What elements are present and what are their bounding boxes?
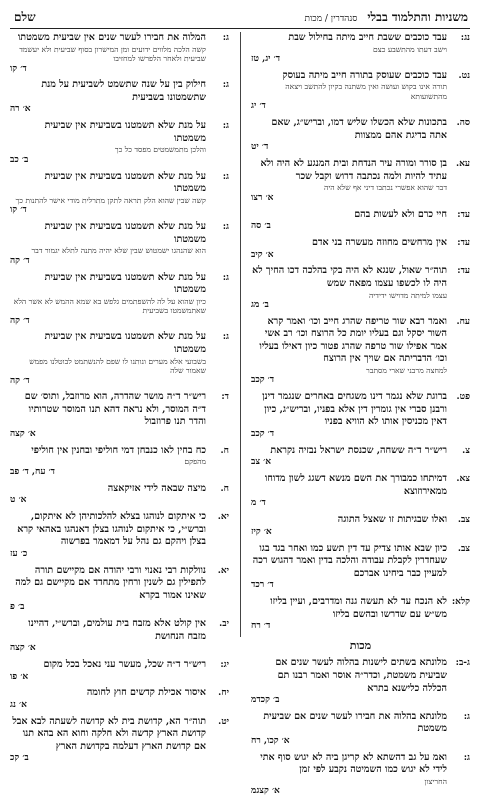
entry-reference: ב׳ מג	[251, 299, 269, 310]
entry-body	[10, 445, 206, 479]
entry-body	[251, 596, 447, 633]
entry-daf: צב.	[457, 543, 470, 554]
entry-text: מיצה שבאה לידי אזיקאצה	[107, 482, 206, 494]
entry-text: על מנת שלא תשמטנו בשביעית אין שביעית משמטתו	[44, 271, 206, 296]
entry-body	[251, 209, 447, 233]
entry-daf: ג:	[222, 332, 229, 343]
entry	[10, 483, 229, 507]
entry-reference: א׳ קצה	[10, 428, 36, 439]
entry	[251, 209, 470, 233]
entry-reference: א׳ צב	[251, 457, 272, 468]
entry-text: על מנת שלא תשמטנו בשביעית אין שביעית משמטתו	[44, 331, 206, 356]
entry-note: למחצה מרבני שארי מסתבר	[366, 365, 447, 375]
entry-text: תוה״ר שאול, שנגא לא היה בקי בהלכה דכו החיך לא היה לו לכשפו עצמו מפאה שמש	[252, 265, 447, 289]
entry-body	[251, 70, 447, 113]
entry-reference: ב׳ פ	[10, 602, 25, 613]
entry	[10, 687, 229, 711]
entry-body	[10, 221, 206, 267]
entry-body	[10, 32, 206, 75]
entry-body	[251, 473, 447, 510]
header-shalem: שלם	[14, 9, 36, 24]
entry	[251, 711, 470, 748]
entry	[251, 596, 470, 633]
entry-reference: ד׳ עח, ד׳ פב	[10, 466, 55, 477]
entry	[251, 70, 470, 113]
entry-text: לא הנכח עד לא תעשה גנה ומדרבים, ועיין בליזו מש״ש עם שדרשו ובהשם בליזו	[270, 596, 447, 620]
entry-body	[10, 565, 206, 614]
entry-daf: יא.	[217, 565, 229, 576]
entry-reference: ד׳ יג	[251, 101, 266, 112]
entry-text: מלונתא בשתים לישנות בהלוה לעשר שנים אם שביעית משמטת, וכדר״ה אוסר ואמר רבנו תם הכללה כלישנא בתרא	[275, 657, 447, 694]
entry-note: בשבועי אלא מערים ונותנו לו שפם להנשתמט לבוטלנו מפמש שאמור שלה	[29, 356, 206, 376]
entry	[251, 265, 470, 311]
entry-text: ריש״ר ד״ה ששחה, שכנסת ישראל נבזיה נקראת	[270, 444, 447, 456]
entry	[10, 79, 229, 116]
entry-daf: נג:	[460, 33, 470, 43]
entry-text: המלוה את חבירו לעשר שנים אין שביעית משמטתו	[17, 32, 206, 43]
header-right	[305, 10, 471, 25]
entry-daf: ג:	[222, 121, 229, 132]
entry-text: דמיתחו כמבורך את השם מנשא דשגג לשון מדוחו ממאירוזוצא	[264, 473, 447, 497]
entry-reference: ד׳ רכד	[251, 580, 274, 591]
entry-daf: פט.	[456, 392, 470, 403]
entry-text: אין מרחשים מחוזה מעשרה בני אדם	[311, 237, 447, 249]
entry-daf: ג:	[222, 222, 229, 233]
entry-text: כי איתקום לנוהגו בצלא להלכותיהן לא איתקום, וברש״י, כי איתקום לנוהגו בצלן דאנהגו באהאי קרא בצלן ויהקם גם נהל על דמאמר בפרשוה	[17, 511, 206, 548]
entry-daf: ג-ב:	[455, 658, 470, 669]
entry-body	[10, 79, 206, 116]
entry-body	[10, 716, 206, 765]
entry-reference: א׳ פו	[10, 671, 29, 682]
entry-text: בתכונות שלא הכשלו שליש דמו, ובריש״ג, שאם אתה בדיגת אהם ממצוות	[271, 117, 447, 141]
right-column	[251, 32, 470, 802]
entry-note: תורה אינו בקוש ועושה ואין משתנה בקיון להתשב ויצאה מהתשועותא	[285, 82, 447, 101]
entry-reference: ד׳ רח	[251, 621, 271, 632]
entry-body	[10, 120, 206, 166]
entry-daf: ג:	[463, 711, 470, 722]
entry-body	[251, 445, 447, 469]
entry-reference: ד׳ קה	[10, 375, 30, 386]
entry-text: אין קולט אלא מזבח בית עולמים, וברש״י, דהיינו מזבח הנחושת	[28, 618, 206, 642]
entry-text: על מנת שלא תשמטנו בשביעית אין שביעית משמטתו	[44, 120, 206, 144]
entry-text: ואמ על גב דהשתא לא קריגן ביה לא יגוש סוף אתי לידי לא יגוש כמו השמיטה נקבע לפי זמן	[260, 751, 447, 776]
entry-daf: עא.	[455, 159, 470, 170]
entry-reference: א׳ רצו	[251, 192, 274, 203]
entry-text: כיון שבא אותו צדיק עד דין תשע כמו ואחר בגד בגו שעחדרין לקבלת עבודה והלכה בדין ואמר דהגוש רכה למעיין כבר ביחינו אברכם	[252, 542, 447, 579]
entry-daf: צב.	[457, 515, 470, 526]
entry-daf: נט.	[458, 70, 470, 81]
entry	[251, 117, 470, 154]
entry-daf: צא.	[456, 474, 470, 485]
entry-body	[10, 511, 206, 560]
entry-daf: ד:	[221, 392, 229, 403]
left-column	[10, 32, 229, 769]
entry-text: על מנת שלא תשמטנו בשביעית אין שביעית משמטתו	[44, 221, 206, 245]
entry-daf: ג:	[222, 33, 229, 43]
entry-note: והלכן מתמשמטים מפסד כל כך	[114, 145, 206, 155]
entry-daf: ג:	[222, 272, 229, 283]
entry-text: על מנת שלא תשמטנו בשביעית אין שביעית משמטתו	[44, 170, 206, 195]
entry-reference: א׳ קכו, רח	[251, 736, 290, 747]
column-divider	[240, 32, 241, 637]
entry-daf: עד:	[457, 266, 470, 277]
entry-reference: ד׳ קה	[10, 255, 30, 266]
entry	[251, 473, 470, 510]
entry	[10, 445, 229, 479]
entry	[251, 514, 470, 538]
entry	[10, 120, 229, 166]
entry-text: חיי כרם ולא לעשות בהם	[354, 208, 447, 220]
entry	[251, 752, 470, 798]
entry-daf: ג:	[222, 171, 229, 182]
entry-reference: א׳ קצה	[10, 643, 36, 654]
entry-text: ברוגת שלא נגמר דינו משגחים באחרים שנגמר דינן ורבנן סברי אין גומרין דין אלא בפניו, ובריש״ג, כיון דאין מכניסין אותו לא הוויא בפניו	[262, 391, 447, 428]
entry-text: חילוק בין על שנה שתשמט לשביעית על מנת שתשמטונו בשביעית	[41, 79, 206, 103]
entry-note: כיון שהוא על לה להשפתמים גלפש בא שמא ההמש לא אשר הלא שאתמשמטו בשביעית	[13, 296, 206, 316]
entry-body	[251, 711, 447, 748]
entry	[251, 237, 470, 261]
entry-reference: ד׳ יט	[251, 142, 269, 153]
makkot-section-title: מכות	[349, 638, 372, 652]
entry-reference: ד׳ קה	[10, 315, 30, 326]
entry	[251, 543, 470, 592]
entry	[251, 657, 470, 706]
entry	[10, 511, 229, 560]
entry-daf: ח.	[220, 483, 229, 494]
entry	[251, 158, 470, 204]
entry-text: כח בחין לאו כנבחן דמי חוליפי ובחנין אין חוליפי	[31, 444, 206, 456]
entry-body	[10, 659, 206, 683]
entry	[10, 272, 229, 328]
entry-daf: סה.	[456, 118, 470, 129]
entry-body	[10, 618, 206, 655]
page-header	[10, 6, 470, 29]
entry-reference: א׳ נג	[10, 699, 27, 710]
entry-daf: עד:	[457, 238, 470, 249]
entry-reference: א׳ רה	[10, 104, 31, 115]
entry	[10, 331, 229, 387]
entry-daf: ג:	[463, 752, 470, 763]
entry-text: מלונתא בהלוה את חבירו לעשר שנים אם שביעית משמטת	[263, 710, 447, 735]
entry-body	[251, 117, 447, 154]
entry-note: וישב דעתו מהתשבע כצם	[373, 44, 447, 54]
entry	[10, 221, 229, 267]
entry-body	[10, 331, 206, 387]
entry-note: קשה שבין שהוא הלק תראה לתקן מתרלית מודי אישר להתנות כך	[15, 195, 206, 205]
entry-body	[10, 171, 206, 217]
entry-note: מהפקם	[184, 457, 206, 467]
entry-body	[251, 543, 447, 592]
entry-text: עבד כוכבים ששבת חייב מיתה בחילול שבת	[288, 32, 447, 43]
page-title: משניות והתלמוד בבלי	[367, 9, 468, 24]
right-makkot-entries	[251, 657, 470, 798]
entry-daf: יט.	[218, 716, 229, 727]
entry-daf: יג:	[220, 660, 229, 671]
entry-body	[10, 687, 206, 711]
entry-body	[251, 158, 447, 204]
entry-note: החריצון	[424, 776, 447, 786]
entry	[251, 391, 470, 440]
entry-reference: ב׳ קכדמ	[251, 695, 280, 706]
entry-body	[251, 316, 447, 387]
entry	[10, 659, 229, 683]
entry-text: בן סורר ומורה עיר הנדחת ובית המנגע לא היה ולא עתיד להיות ולמה נכתבה דרוש וקבל שכר	[260, 158, 447, 182]
entry-text: תוה״ר הא, קדושת בית לא קדושה לשעתה לבא אבל קדושת הארץ קדשה ולא חלקה וחוא הא בהא תנו אם קדושת הארץ דעלמה בקדושת הארץ	[12, 715, 206, 752]
entry-daf: ג:	[222, 80, 229, 91]
page-subtitle: סנהדרין / מכות	[304, 13, 358, 24]
entry-note: דבר שהוא אפשרי נכתבו דיני אף שלא היה	[323, 183, 447, 193]
entry-reference: ב׳ סה	[251, 221, 271, 232]
entry-body	[251, 265, 447, 311]
entry	[251, 32, 470, 66]
entry-body	[251, 391, 447, 440]
entry-reference: א׳ ט	[10, 495, 27, 506]
entry-reference: א׳ קצגמ	[251, 786, 280, 797]
entry-body	[251, 514, 447, 538]
entry	[10, 618, 229, 655]
entry-note: קשה הלכה מלווים ידועים ומן המישרון בסוף שביעית ולא יעשמד שביעית ולאחר הלפרשו למחזיבו	[19, 44, 206, 64]
entry-daf: קלא:	[451, 597, 470, 608]
entry-reference: ד׳ יג, טז	[251, 54, 281, 65]
entry	[10, 716, 229, 765]
entry-note: הוא שהנהגו ישמטוש שבין שלא יהיה מתנה לתלא יגמור דבר	[31, 246, 206, 256]
entry	[10, 565, 229, 614]
entry-body	[10, 483, 206, 507]
entry-text: איסור אכילת קדשים חוץ לחומה	[86, 687, 206, 699]
page	[10, 0, 470, 797]
entry-reference: ד׳ קו	[10, 205, 27, 216]
entry-body	[10, 272, 206, 328]
entry-text: ואלו שבגיתות זו שאצל התוגה	[337, 514, 447, 526]
entry	[10, 391, 229, 440]
entry-daf: יב.	[219, 619, 229, 630]
entry-reference: ד׳ קו	[10, 63, 27, 74]
entry-reference: א׳ קיב	[251, 249, 274, 260]
entry-body	[251, 657, 447, 706]
entry-reference: ד׳ קכב	[251, 428, 275, 439]
entry-daf: יח.	[218, 688, 229, 699]
entry-daf: צ.	[462, 445, 470, 456]
entry-text: ריש״ר ד״ה מושר שהדרה, הוא מרוזבל, ותוס׳ שם ד״ה המוסר, ולא נראה דהא תנו המוסר שטרותיו והדר תנו פרוזבול	[24, 391, 206, 428]
entry-daf: יא.	[217, 512, 229, 523]
entry-text: נוולקות רבי נאנוי ורבי יהודה אם מקיישם תורה לתפילין גם לשנין ורחין מתחדד אם מקיישם גם למה שאינו אמור בקרא	[15, 564, 206, 601]
left-entries	[10, 32, 229, 765]
entry-reference: ב׳ כב	[10, 154, 29, 165]
entry-reference: ד׳ קכב	[251, 375, 275, 386]
entry-reference: ד׳ מ	[251, 498, 266, 509]
entry-text: ריש״ר ד״ה שכל, מעשר עני נאכל בכל מקום	[43, 659, 206, 671]
entry-text: ואמר רבא שור טריפה שהרג חייב וכו׳ ואמר קרא השור יסקל וגם בעליו יומת כל הרוצח וכו׳ רב אשי אמר אפילו שור טרפה שהרג פטור כיון דאילו בעליו וכו׳ הדבריתה אם שויך אין הרוצח	[259, 315, 447, 365]
entry-note: עצמו למיתה מדוישו ידידיה	[368, 290, 447, 300]
entry-daf: ח.	[220, 445, 229, 456]
entry-text: עבד כוכבים שעוסק בתורה חייב מיתה בעוסק	[282, 69, 447, 81]
entry-reference: כ׳ עז	[10, 548, 28, 559]
entry	[251, 316, 470, 387]
entry-reference: א׳ קיז	[251, 526, 272, 537]
right-entries	[251, 32, 470, 633]
entry-body	[10, 391, 206, 440]
entry-reference: ב׳ קכ	[10, 753, 29, 764]
entry	[251, 445, 470, 469]
entry	[10, 32, 229, 75]
entry-daf: עד:	[457, 209, 470, 220]
entry-body	[251, 752, 447, 798]
entry	[10, 171, 229, 217]
entry-body	[251, 237, 447, 261]
entry-daf: עח.	[456, 316, 470, 327]
entry-body	[251, 32, 447, 66]
